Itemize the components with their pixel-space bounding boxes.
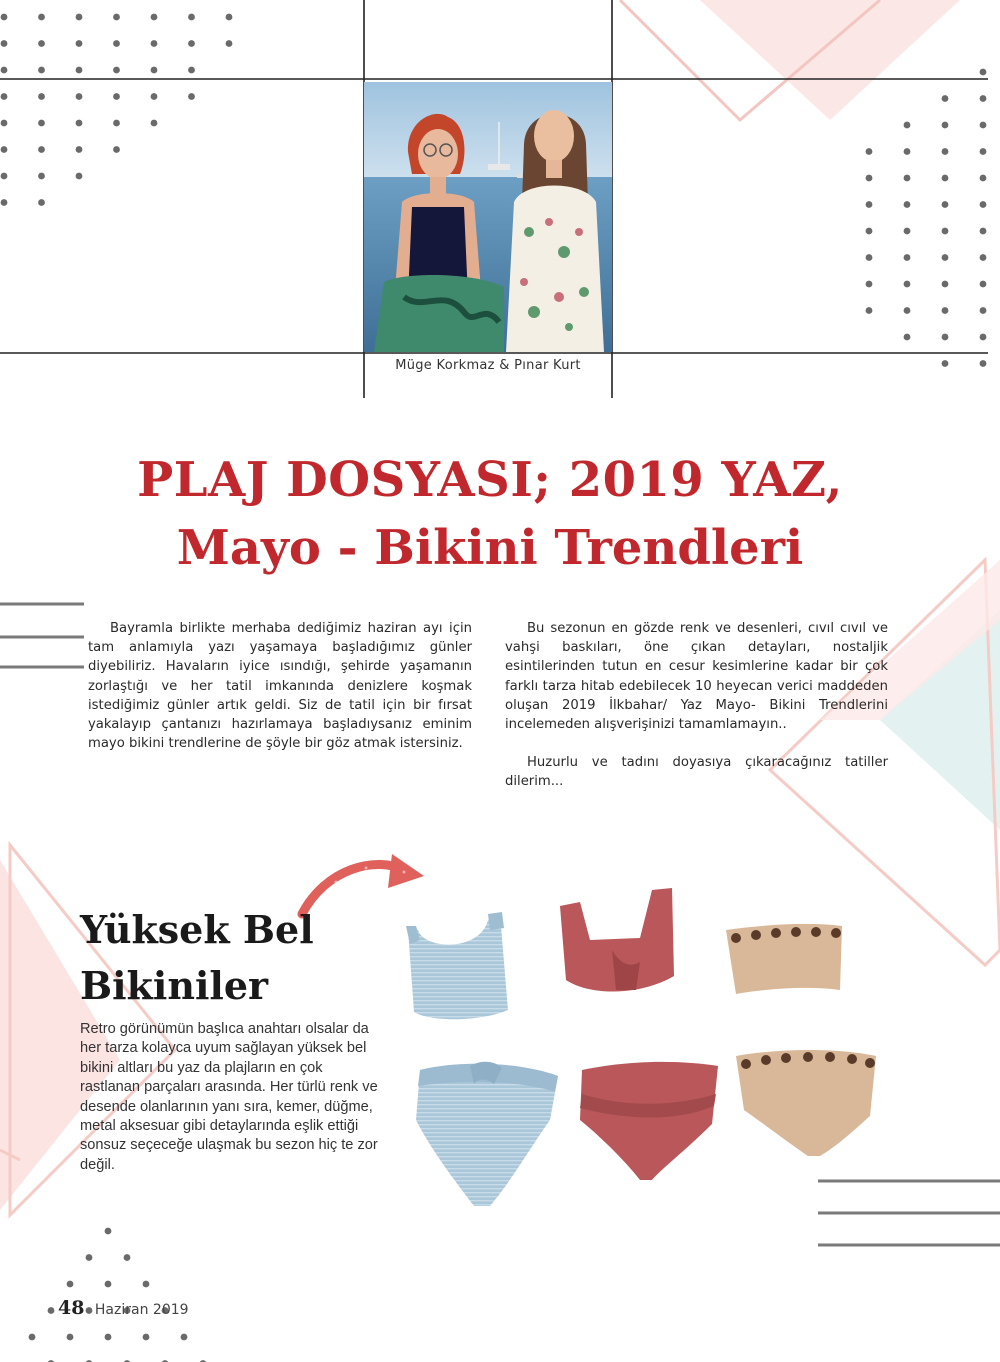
dot (942, 334, 949, 341)
dot (105, 1281, 112, 1288)
dot (67, 1334, 74, 1341)
dot (38, 14, 45, 21)
dot (226, 14, 233, 21)
dot (38, 120, 45, 127)
dot (151, 67, 158, 74)
issue-date: Haziran 2019 (94, 1302, 189, 1318)
dot (86, 1254, 93, 1261)
dot (866, 228, 873, 235)
dot (866, 254, 873, 261)
tan-bandeau-top (726, 924, 842, 994)
dot (942, 95, 949, 102)
intro-paragraph: Bayramla birlikte merhaba dediğimiz haziran ayı için tam anlamıyla yazı yaşamaya başladığımız günler diyebiliriz. Havaların iyice ısındığı, şehirde yaşamanın zorlaştığı ve her tatil imkanında denizlere koşmak istediğimiz günler artık geldi. Siz de tatil için bir fırsat yakalayıp çantanızı hazırlamaya başladıysanız eminim mayo bikini trendlerine de şöyle bir göz atmak istersiniz. (88, 621, 472, 752)
dot (980, 122, 987, 129)
dot (151, 93, 158, 100)
dot (113, 93, 120, 100)
dot (942, 122, 949, 129)
dot (38, 173, 45, 180)
dot (151, 120, 158, 127)
photo-caption: Müge Korkmaz & Pınar Kurt (395, 358, 581, 373)
dot (113, 146, 120, 153)
dot (113, 40, 120, 47)
dot (866, 175, 873, 182)
dot (904, 334, 911, 341)
dot (904, 307, 911, 314)
rose-bikini-bottom (580, 1062, 718, 1180)
dot (904, 254, 911, 261)
dot (76, 67, 83, 74)
dot (942, 254, 949, 261)
section-body: Retro görünümün başlıca anahtarı olsalar da her tarza kolayca uyum sağlayan yüksek bel bikini altları bu yaz da plajların en çok rastlanan parçaları arasında. Her türlü renk ve desende olanlarının yanı sıra, kemer, düğme, metal aksesuar gibi detaylarında eşlik ettiği sonsuz seçeceğe ulaşmak bu sezon hiç te zor değil. (80, 1021, 378, 1173)
dot (980, 175, 987, 182)
dot (866, 307, 873, 314)
headline-line-2: Mayo - Bikini Trendleri (176, 520, 804, 576)
dot (76, 146, 83, 153)
dot (942, 175, 949, 182)
dot (942, 201, 949, 208)
dot (980, 228, 987, 235)
dot (1, 40, 8, 47)
dot (904, 122, 911, 129)
dot (942, 228, 949, 235)
dot (181, 1334, 188, 1341)
dot (866, 281, 873, 288)
dot (188, 67, 195, 74)
dot (113, 67, 120, 74)
dot (188, 40, 195, 47)
dot (124, 1254, 131, 1261)
dot (113, 120, 120, 127)
bikini-products (390, 880, 890, 1220)
dot (1, 146, 8, 153)
dot (942, 148, 949, 155)
dot (113, 14, 120, 21)
dot (188, 14, 195, 21)
dot (143, 1334, 150, 1341)
intro-column-right (505, 619, 888, 792)
dot (904, 148, 911, 155)
dot (105, 1228, 112, 1235)
dot (866, 201, 873, 208)
dot (67, 1281, 74, 1288)
intro-column-left (88, 619, 472, 753)
dot (904, 175, 911, 182)
dot (151, 40, 158, 47)
dot (904, 281, 911, 288)
headline-line-1: PLAJ DOSYASI; 2019 YAZ, (137, 452, 843, 508)
dot (38, 199, 45, 206)
dot (29, 1334, 36, 1341)
dot (980, 307, 987, 314)
dot (38, 93, 45, 100)
dot (980, 95, 987, 102)
dot (38, 67, 45, 74)
section-title-line-1: Yüksek Bel (80, 907, 314, 952)
dot (866, 148, 873, 155)
dot (1, 173, 8, 180)
dot (76, 14, 83, 21)
dot (226, 40, 233, 47)
blue-bikini-top (406, 912, 508, 1019)
dot (48, 1307, 55, 1314)
dot (980, 360, 987, 367)
dot (980, 148, 987, 155)
dot (980, 281, 987, 288)
dot (942, 307, 949, 314)
intro-paragraph: Bu sezonun en gözde renk ve desenleri, cıvıl cıvıl ve vahşi baskıları, öne çıkan detayları, nostaljik esintilerinden tutun en cesur kesimlerine kadar bir çok farklı tarza hitab edebilecek 10 heyecan verici maddeden oluşan 2019 İlkbahar/ Yaz Mayo- Bikini Trendlerini incelemeden alışverişinizi tamamlamayın.. (505, 621, 888, 733)
dot (1, 93, 8, 100)
portrait-photo (364, 82, 612, 352)
dot (76, 93, 83, 100)
dot (151, 14, 158, 21)
blue-bikini-bottom (416, 1062, 558, 1206)
dot (105, 1334, 112, 1341)
dot (942, 281, 949, 288)
dot (1, 120, 8, 127)
tan-bikini-bottom (736, 1050, 876, 1156)
dot (76, 40, 83, 47)
rose-bikini-top (560, 888, 674, 992)
section-title (80, 902, 340, 1014)
dot (980, 254, 987, 261)
dot (904, 228, 911, 235)
page-number: 48 (58, 1297, 85, 1319)
dot (904, 201, 911, 208)
dot (980, 201, 987, 208)
dot (942, 360, 949, 367)
dot (1, 14, 8, 21)
dot (38, 40, 45, 47)
dot (1, 67, 8, 74)
intro-paragraph: Huzurlu ve tadını doyasıya çıkaracağınız tatiller dilerim... (505, 755, 888, 790)
dot (980, 334, 987, 341)
dot (143, 1281, 150, 1288)
dot (76, 120, 83, 127)
section-title-line-2: Bikiniler (80, 963, 269, 1008)
dot (38, 146, 45, 153)
dot (1, 199, 8, 206)
dot (188, 93, 195, 100)
dot (980, 69, 987, 76)
page-footer (58, 1297, 189, 1319)
dot (76, 173, 83, 180)
